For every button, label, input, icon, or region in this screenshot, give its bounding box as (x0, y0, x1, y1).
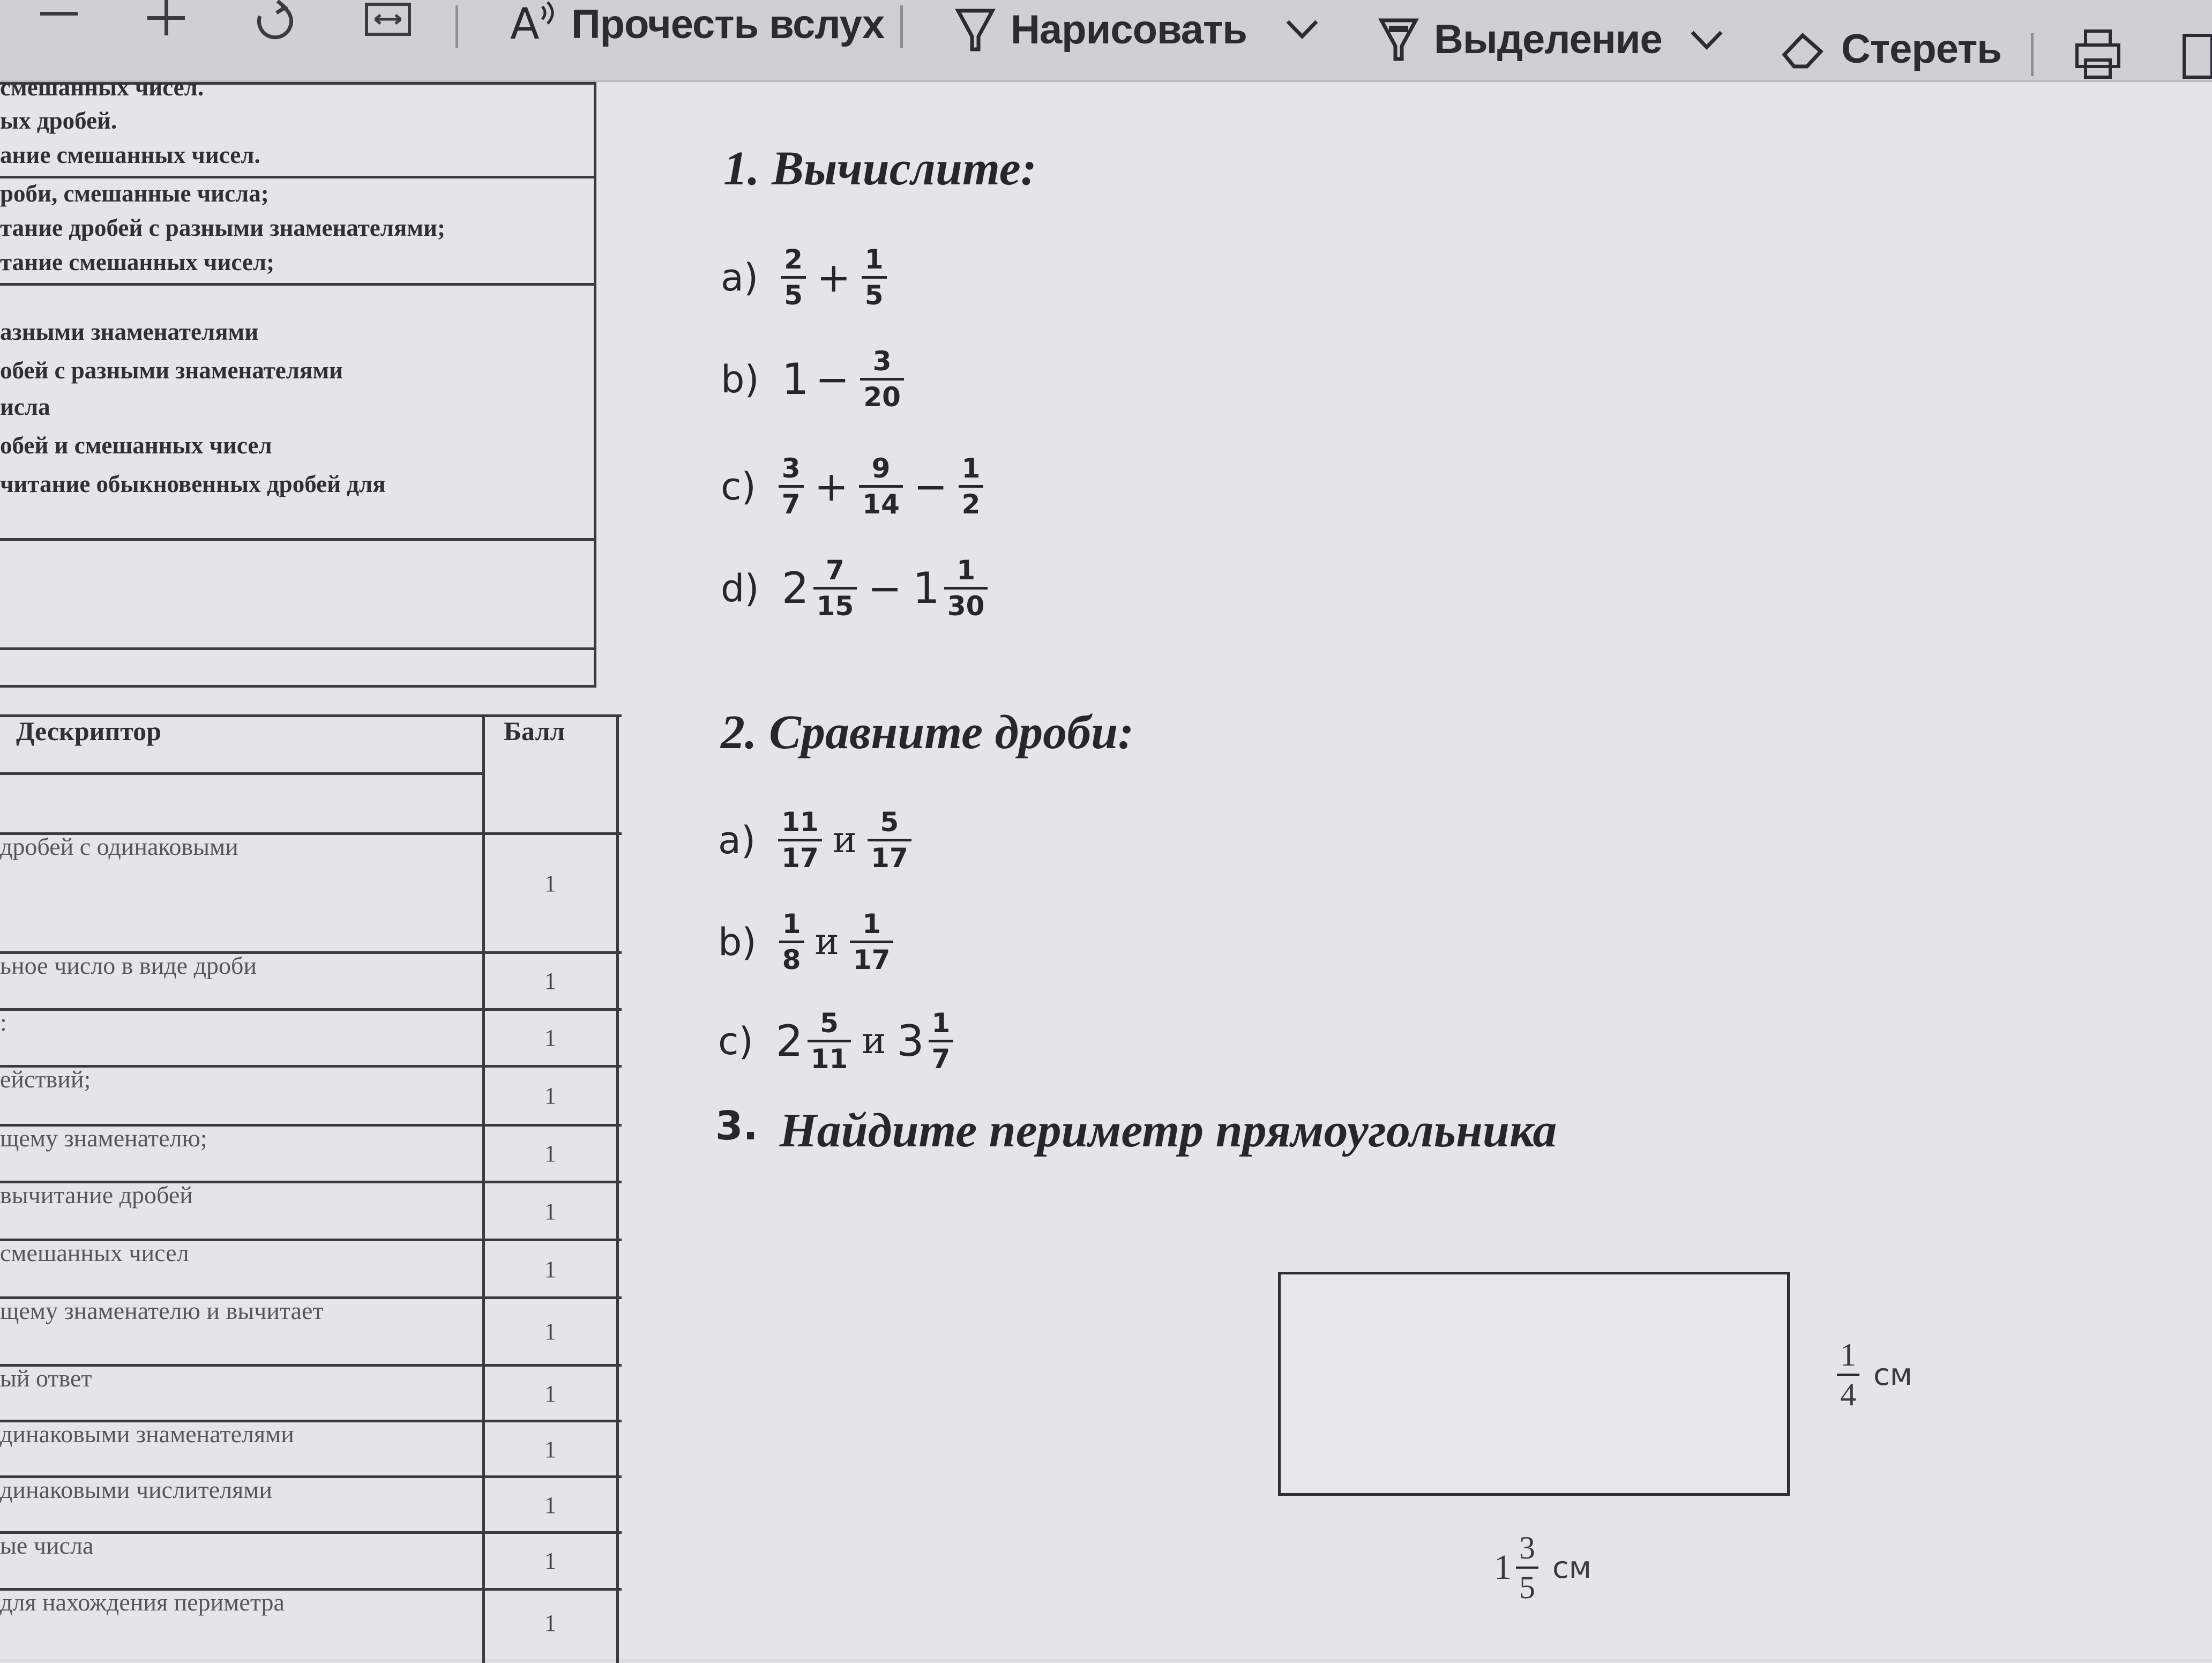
topics-row: смешанных чисел. (0, 74, 204, 101)
rubric-row (0, 1531, 622, 1588)
topics-row: обей с разными знаменателями (0, 357, 343, 384)
print-button[interactable] (2074, 28, 2122, 81)
rubric-header-descriptor: Дескриптор (16, 716, 161, 746)
rubric-row-score: 1 (544, 968, 556, 994)
conjunction: и (814, 921, 839, 963)
numerator: 1 (961, 453, 981, 484)
task2-problem-b (718, 907, 898, 976)
numerator: 3 (1519, 1530, 1535, 1565)
numerator: 1 (782, 908, 801, 939)
printer-icon (2074, 28, 2122, 81)
rubric-row-score: 1 (544, 1140, 556, 1167)
denominator: 8 (782, 944, 801, 975)
highlight-button[interactable] (1377, 15, 1662, 63)
task2-problem-c (718, 1006, 958, 1076)
conjunction: и (832, 819, 857, 861)
numerator: 1 (931, 1008, 951, 1039)
numerator: 1 (864, 244, 884, 275)
draw-pen-icon (954, 5, 997, 54)
rubric-divider (0, 772, 482, 775)
rubric-row-text: ействий; (0, 1065, 91, 1093)
topics-table (0, 74, 596, 688)
fraction (859, 452, 903, 521)
rubric-row-text: смешанных чисел (0, 1239, 189, 1266)
fraction (813, 554, 857, 623)
topics-row: тание смешанных чисел; (0, 249, 275, 275)
rubric-row-text: динаковыми знаменателями (0, 1420, 294, 1448)
table-divider (0, 538, 594, 541)
numerator: 1 (1840, 1337, 1856, 1373)
topics-row: исла (0, 393, 50, 420)
denominator: 5 (784, 280, 803, 311)
fraction (929, 1006, 954, 1076)
rubric-row-score: 1 (544, 1548, 556, 1574)
rubric-row-text: вычитание дробей (0, 1181, 193, 1209)
erase-label: Стереть (1841, 26, 2002, 72)
svg-text:A: A (510, 0, 540, 48)
rubric-row-score: 1 (544, 1610, 556, 1636)
fraction (850, 907, 894, 976)
whole-number: 2 (781, 563, 809, 613)
rubric-row (0, 1239, 622, 1296)
denominator: 20 (863, 382, 901, 413)
denominator: 17 (853, 944, 891, 975)
fraction (778, 806, 822, 875)
rubric-row-text: щему знаменателю; (0, 1124, 207, 1152)
rubric-row (0, 1124, 622, 1181)
rotate-button[interactable] (252, 0, 300, 43)
topics-row: ание смешанных чисел. (0, 141, 260, 168)
highlight-label: Выделение (1434, 16, 1662, 62)
more-options-button[interactable] (2181, 32, 2212, 80)
operator: + (814, 463, 849, 510)
toolbar-separator (455, 5, 458, 48)
problem-label: c) (721, 464, 756, 509)
rotate-icon (252, 0, 300, 43)
operator: − (868, 564, 902, 612)
numerator: 3 (872, 346, 892, 377)
document-page (0, 74, 2212, 1659)
denominator: 4 (1840, 1377, 1856, 1412)
numerator: 5 (820, 1008, 839, 1039)
numerator: 1 (862, 908, 881, 939)
rubric-row (0, 1065, 622, 1124)
whole-number: 1 (1494, 1548, 1512, 1587)
chevron-down-icon (1283, 16, 1321, 43)
denominator: 2 (961, 489, 981, 520)
fraction (1837, 1336, 1859, 1413)
chevron-down-icon (1688, 27, 1725, 54)
rubric-row (0, 1420, 622, 1475)
topics-row: тание дробей с разными знаменателями; (0, 214, 445, 241)
numerator: 2 (784, 244, 803, 275)
panel-icon (2181, 32, 2212, 80)
rubric-row-text: : (0, 1009, 7, 1036)
fraction (779, 907, 804, 976)
denominator: 17 (871, 842, 908, 874)
rubric-row-score: 1 (544, 1256, 556, 1282)
rubric-row (0, 832, 622, 951)
rectangle-figure (1278, 1272, 1790, 1496)
rubric-row-score: 1 (544, 1436, 556, 1463)
problem-label: a) (718, 818, 756, 862)
problem-label: c) (718, 1019, 753, 1063)
numerator: 3 (781, 453, 801, 484)
task2-problem-a (718, 806, 916, 875)
rubric-row-text: ьное число в виде дроби (0, 952, 257, 979)
denominator: 7 (781, 489, 801, 520)
rectangle-width-label (1490, 1529, 1591, 1606)
draw-button[interactable] (954, 5, 1247, 54)
fraction (808, 1006, 851, 1076)
zoom-out-button[interactable] (38, 3, 80, 25)
fraction (781, 243, 806, 312)
task3-title (715, 1103, 1557, 1158)
task1-problem-c (721, 452, 988, 521)
operator: − (913, 463, 948, 510)
rubric-row-text: динаковыми числителями (0, 1476, 273, 1503)
problem-label: b) (718, 920, 757, 964)
task1-title: 1. Вычислите: (723, 142, 1037, 195)
rectangle-height-label (1833, 1336, 1912, 1413)
rubric-row-text: дробей с одинаковыми (0, 833, 238, 860)
rubric-row-text: ый ответ (0, 1364, 92, 1392)
whole-number: 3 (896, 1016, 924, 1066)
topics-row: роби, смешанные числа; (0, 180, 269, 207)
denominator: 30 (947, 591, 985, 622)
table-divider (0, 283, 594, 286)
denominator: 17 (781, 842, 819, 874)
task1-problem-b (721, 345, 908, 414)
operator: + (817, 253, 851, 301)
fraction (860, 345, 904, 414)
denominator: 15 (816, 591, 854, 622)
rubric-row (0, 1475, 622, 1531)
read-aloud-label: Прочесть вслух (571, 1, 885, 47)
numerator: 9 (871, 453, 891, 484)
unit-label: см (1552, 1550, 1592, 1585)
operator: − (815, 355, 850, 403)
problem-label: d) (721, 566, 759, 610)
highlight-dropdown[interactable] (1688, 27, 1725, 54)
fraction (944, 554, 988, 623)
denominator: 11 (810, 1043, 848, 1075)
table-divider (0, 647, 594, 650)
rubric-row-score: 1 (544, 1198, 556, 1225)
denominator: 5 (864, 280, 884, 311)
rubric-table (0, 714, 622, 1663)
denominator: 7 (931, 1043, 951, 1075)
fraction (868, 806, 911, 875)
toolbar-separator (900, 5, 903, 48)
unit-label: см (1873, 1357, 1913, 1392)
whole-number: 2 (775, 1016, 803, 1066)
task2-title: 2. Сравните дроби: (721, 706, 1134, 759)
rubric-header-score: Балл (504, 716, 565, 746)
task3-text: Найдите периметр прямоугольника (779, 1104, 1557, 1157)
topics-row: азными знаменателями (0, 318, 259, 345)
rubric-row-score: 1 (544, 1083, 556, 1109)
fraction (779, 452, 804, 521)
whole-number: 1 (781, 354, 809, 404)
numerator: 1 (956, 555, 976, 586)
conjunction: и (862, 1020, 886, 1062)
eraser-icon (1779, 28, 1827, 71)
denominator: 5 (1519, 1570, 1535, 1605)
read-aloud-button[interactable] (509, 0, 884, 48)
toolbar-separator (2031, 33, 2034, 76)
task1-problem-a (721, 243, 891, 312)
minus-icon (38, 3, 80, 25)
zoom-in-button[interactable] (145, 0, 188, 38)
fraction (1516, 1529, 1538, 1606)
reader-toolbar (0, 0, 2212, 82)
denominator: 14 (862, 489, 900, 520)
task3-number: 3. (715, 1103, 758, 1149)
topics-row: читание обыкновенных дробей для (0, 471, 386, 497)
rubric-row (0, 1008, 622, 1065)
rubric-row-score: 1 (544, 1025, 556, 1051)
plus-icon (145, 0, 188, 38)
highlighter-icon (1377, 15, 1420, 63)
problem-label: a) (721, 255, 759, 300)
task1-problem-d (721, 554, 992, 623)
numerator: 5 (880, 807, 899, 838)
rubric-row (0, 1181, 622, 1239)
rubric-row (0, 1588, 622, 1663)
fraction (862, 243, 887, 312)
draw-dropdown[interactable] (1283, 16, 1321, 43)
rubric-row-text: для нахождения периметра (0, 1589, 285, 1616)
erase-button[interactable] (1779, 26, 2001, 72)
rubric-row-score: 1 (544, 1318, 556, 1345)
rubric-row-score: 1 (544, 1381, 556, 1407)
read-aloud-icon (509, 0, 557, 48)
whole-number: 1 (912, 563, 940, 613)
topics-row: обей и смешанных чисел (0, 432, 272, 459)
fraction (959, 452, 984, 521)
numerator: 7 (826, 555, 845, 586)
fit-width-button[interactable] (364, 2, 413, 40)
numerator: 11 (781, 807, 819, 838)
problem-label: b) (721, 357, 759, 401)
rubric-row (0, 951, 622, 1008)
rubric-row-score: 1 (544, 1492, 556, 1518)
rubric-row-score: 1 (544, 870, 556, 897)
rubric-row-text: ые числа (0, 1532, 94, 1559)
rubric-row (0, 1296, 622, 1364)
rubric-row-text: щему знаменателю и вычитает (0, 1297, 324, 1324)
draw-label: Нарисовать (1011, 6, 1247, 53)
fit-width-icon (364, 2, 413, 40)
rubric-row (0, 1364, 622, 1420)
topics-row: ых дробей. (0, 107, 117, 134)
